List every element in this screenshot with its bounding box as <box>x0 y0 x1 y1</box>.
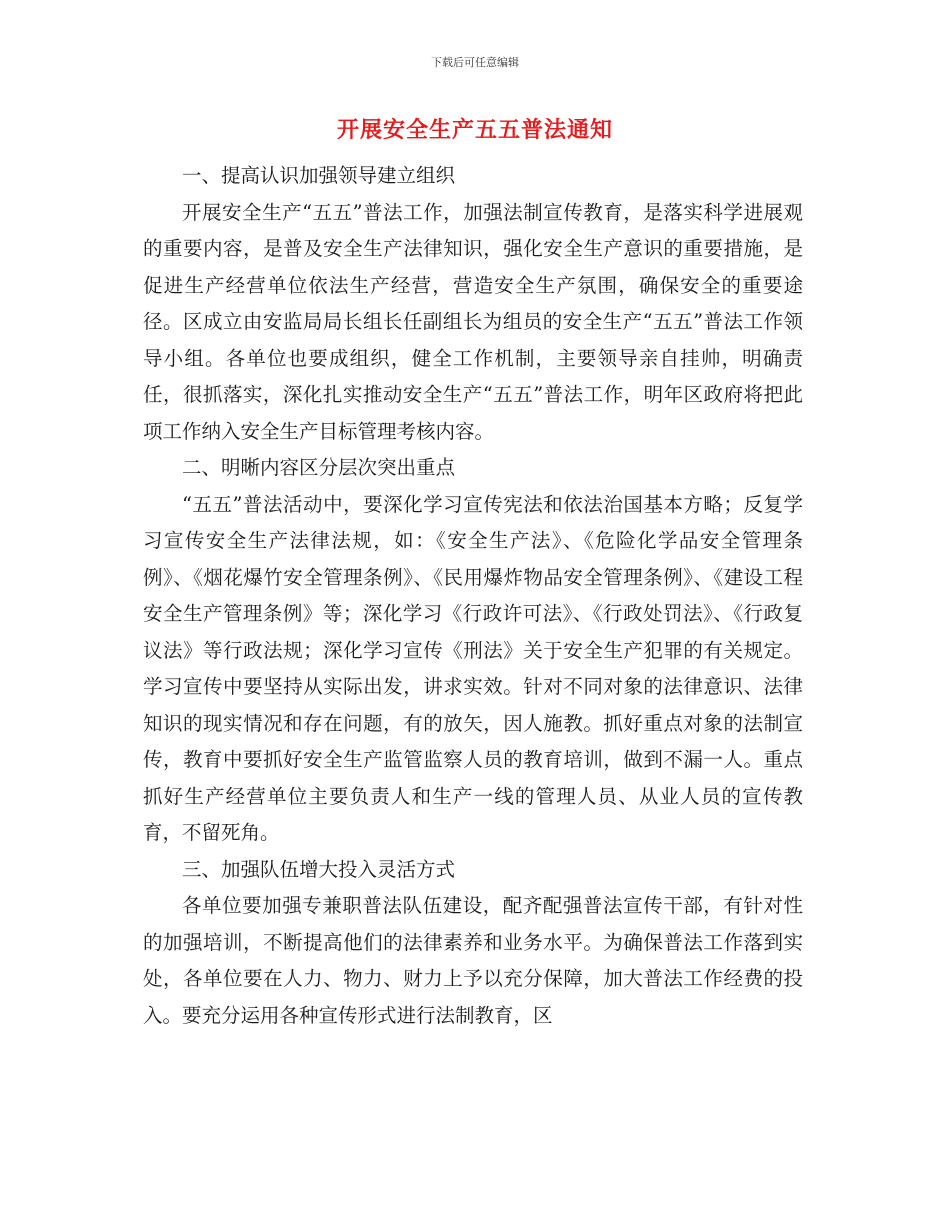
document-title: 开展安全生产五五普法通知 <box>336 118 613 143</box>
section-heading-2: 二、明晰内容区分层次突出重点 <box>182 456 456 479</box>
page-header-note: 下载后可任意编辑 <box>431 56 519 69</box>
document-body <box>143 158 803 1034</box>
section-heading-1: 一、提高认识加强领导建立组织 <box>182 164 456 187</box>
section-paragraph-3: 各单位要加强专兼职普法队伍建设，配齐配强普法宣传干部，有针对性的加强培训，不断提高他们的法律素养和业务水平。为确保普法工作落到实处，各单位要在人力、物力、财力上予以充分保障，加大普法工作经费的投入。要充分运用各种宣传形式进行法制教育，区 <box>143 894 803 1027</box>
section-paragraph-2: “五五”普法活动中，要深化学习宣传宪法和依法治国基本方略；反复学习宣传安全生产法律法规，如：《安全生产法》、《危险化学品安全管理条例》、《烟花爆竹安全管理条例》、《民用爆炸物品安全管理条例》、《建设工程安全生产管理条例》等；深化学习《行政许可法》、《行政处罚法》、《行政复议法》等行政法规；深化学习宣传《刑法》关于安全生产犯罪的有关规定。学习宣传中要坚持从实际出发，讲求实效。针对不同对象的法律意识、法律知识的现实情况和存在问题，有的放矢，因人施教。抓好重点对象的法制宣传，教育中要抓好安全生产监管监察人员的教育培训，做到不漏一人。重点抓好生产经营单位主要负责人和生产一线的管理人员、从业人员的宣传教育，不留死角。 <box>143 492 803 844</box>
section-paragraph-1: 开展安全生产“五五”普法工作，加强法制宣传教育，是落实科学进展观的重要内容，是普及安全生产法律知识，强化安全生产意识的重要措施，是促进生产经营单位依法生产经营，营造安全生产氛围，确保安全的重要途径。区成立由安监局局长组长任副组长为组员的安全生产“五五”普法工作领导小组。各单位也要成组织，健全工作机制，主要领导亲自挂帅，明确责任，很抓落实，深化扎实推动安全生产“五五”普法工作，明年区政府将把此项工作纳入安全生产目标管理考核内容。 <box>143 200 803 443</box>
section-heading-3: 三、加强队伍增大投入灵活方式 <box>182 857 456 881</box>
